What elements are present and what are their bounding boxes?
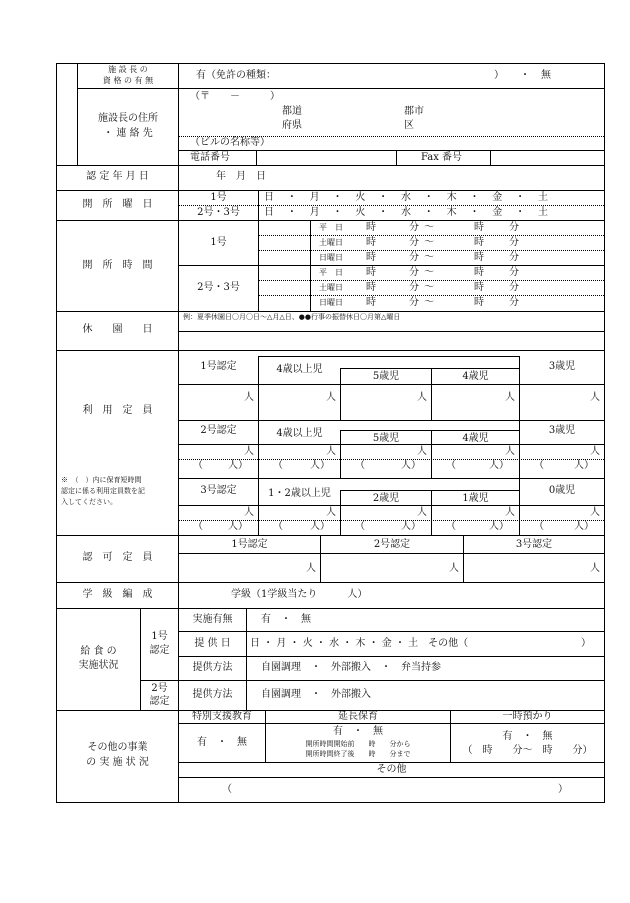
open-day-0-8: 木 — [446, 192, 457, 203]
capacity-g3-paren-open-2[interactable]: （ — [355, 521, 365, 532]
capacity-g2-paren-open-2[interactable]: （ — [355, 460, 365, 471]
special-support-label: 特別支援教育 — [192, 711, 252, 722]
meals-cert1-2: 認定 — [149, 645, 170, 656]
fuken-label: 府県 — [282, 120, 302, 131]
capacity-g3-unit-3[interactable]: 人 — [505, 507, 515, 518]
capacity-g3-paren-close-1[interactable]: 人） — [310, 521, 330, 532]
open-day-0-2: 月 — [309, 192, 320, 203]
capacity-g2-paren-close-4[interactable]: 人） — [574, 460, 594, 471]
extended-care-label: 延長保育 — [338, 711, 378, 722]
capacity-g3-unit-2[interactable]: 人 — [417, 507, 427, 518]
other-programs-open[interactable]: （ — [222, 784, 232, 795]
approved-unit-2[interactable]: 人 — [449, 563, 459, 574]
hours-fun-start-3[interactable]: 分 — [409, 267, 419, 278]
building-name[interactable]: （ビルの名称等） — [190, 137, 270, 148]
cert-date-value[interactable]: 年 月 日 — [216, 171, 266, 182]
capacity-g3-unit-0[interactable]: 人 — [244, 507, 254, 518]
hours-daytype-5: 日曜日 — [319, 298, 343, 307]
extended-care-after[interactable]: 開所時間終了後 時 分まで — [305, 750, 411, 758]
capacity-g1-col-1: 5歳児 — [372, 371, 400, 382]
postal-code[interactable]: （〒 － ） — [190, 91, 280, 102]
class-value[interactable]: 学級（1学級当たり 人） — [231, 589, 368, 600]
approved-label: 認 可 定 員 — [82, 552, 153, 563]
open-day-1-9: ・ — [469, 207, 480, 218]
open-day-1-6: 水 — [400, 207, 411, 218]
capacity-g2-paren-open-4[interactable]: （ — [534, 460, 544, 471]
extended-care-before[interactable]: 開所時間開始前 時 分から — [305, 740, 411, 748]
meals-impl-label: 実施有無 — [192, 614, 233, 625]
open-day-1-0: 日 — [264, 207, 274, 218]
hours-fun-end-3[interactable]: 分 — [509, 267, 519, 278]
capacity-g1-unit-1[interactable]: 人 — [326, 392, 336, 403]
meals-label-1: 給 食 の — [80, 646, 117, 657]
capacity-g1-col-2: 4歳児 — [462, 371, 489, 382]
open-day-0-6: 水 — [400, 192, 411, 203]
hours-tilde-5: ～ — [424, 297, 434, 308]
holiday-label: 休 園 日 — [82, 324, 153, 335]
open-day-1-3: ・ — [332, 207, 343, 218]
meals-provide-close: ） — [581, 638, 591, 649]
capacity-note-2: 認定に係る利用定員数を記 — [61, 487, 145, 495]
hours-daytype-4: 土曜日 — [319, 283, 343, 292]
open-days-cat-1: 1号 — [210, 192, 227, 203]
hours-tilde-1: ～ — [424, 237, 434, 248]
capacity-g3-paren-close-0[interactable]: 人） — [228, 521, 248, 532]
phone-label: 電話番号 — [190, 152, 230, 163]
holiday-example[interactable]: 例：夏季休園日〇月〇日～△月△日、●●行事の振替休日〇月第△曜日 — [183, 313, 401, 321]
approved-col-1: 1号認定 — [231, 539, 268, 550]
meals-impl-value[interactable]: 有 ・ 無 — [261, 614, 311, 625]
open-day-0-3: ・ — [332, 192, 343, 203]
capacity-g3-col-1: 2歳児 — [372, 493, 400, 504]
open-days-row-1[interactable] — [264, 192, 548, 204]
hours-fun-end-0[interactable]: 分 — [509, 222, 519, 233]
capacity-g2-col-1: 5歳児 — [372, 433, 400, 444]
hours-ji-start-0[interactable]: 時 — [366, 222, 376, 233]
open-days-cat-2: 2号・3号 — [197, 207, 240, 218]
open-days-label: 開 所 曜 日 — [82, 199, 153, 210]
capacity-g2-paren-close-2[interactable]: 人） — [401, 460, 421, 471]
hours-tilde-0: ～ — [424, 222, 434, 233]
capacity-g2-paren-close-0[interactable]: 人） — [228, 460, 248, 471]
capacity-g3-paren-open-4[interactable]: （ — [534, 521, 544, 532]
open-day-1-10: 金 — [492, 207, 503, 218]
capacity-g3-cert: 3号認定 — [200, 485, 237, 496]
gunshi-label: 郡市 — [404, 106, 424, 117]
capacity-g2-col-2: 4歳児 — [462, 433, 489, 444]
meals-cert2-2: 認定 — [149, 696, 170, 707]
capacity-g1-unit-2[interactable]: 人 — [417, 392, 427, 403]
hours-tilde-3: ～ — [424, 267, 434, 278]
capacity-g2-paren-open-3[interactable]: （ — [446, 460, 456, 471]
hours-ji-start-2[interactable]: 時 — [366, 252, 376, 263]
capacity-g2-paren-close-3[interactable]: 人） — [489, 460, 509, 471]
capacity-g2-paren-open-1[interactable]: （ — [273, 460, 283, 471]
hours-fun-start-2[interactable]: 分 — [409, 252, 419, 263]
address-label-1: 施設長の住所 — [98, 113, 158, 124]
temp-care-value[interactable]: 有 ・ 無 — [502, 731, 553, 742]
open-hours-group-2: 2号・3号 — [197, 282, 240, 293]
capacity-note-1: ※ （ ）内に保育短時間 — [61, 476, 142, 484]
open-day-1-7: ・ — [423, 207, 434, 218]
open-day-1-5: ・ — [378, 207, 389, 218]
capacity-g1-col-3: 3歳児 — [548, 361, 576, 372]
hours-ji-end-2[interactable]: 時 — [474, 252, 484, 263]
hours-ji-end-4[interactable]: 時 — [474, 282, 484, 293]
open-day-1-11: ・ — [515, 207, 526, 218]
open-day-0-0: 日 — [264, 192, 274, 203]
hours-fun-start-1[interactable]: 分 — [409, 237, 419, 248]
other-label-1: その他の事業 — [87, 742, 148, 753]
approved-col-3: 3号認定 — [515, 539, 553, 550]
capacity-g2-unit-0[interactable]: 人 — [244, 446, 254, 457]
capacity-label: 利 用 定 員 — [82, 405, 153, 416]
capacity-g1-unit-3[interactable]: 人 — [505, 392, 515, 403]
hours-daytype-1: 土曜日 — [319, 238, 343, 247]
hours-fun-start-5[interactable]: 分 — [409, 297, 419, 308]
capacity-g2-paren-close-1[interactable]: 人） — [310, 460, 330, 471]
extended-care-value[interactable]: 有 ・ 無 — [333, 726, 383, 737]
temp-care-time[interactable]: （ 時 分～ 時 分） — [462, 745, 593, 756]
capacity-g3-paren-open-1[interactable]: （ — [273, 521, 283, 532]
capacity-g2-unit-4[interactable]: 人 — [590, 446, 600, 457]
hours-ji-start-3[interactable]: 時 — [366, 267, 376, 278]
open-day-0-12: 土 — [537, 192, 548, 203]
head-qual-no[interactable]: 無 — [541, 70, 551, 81]
capacity-g2-unit-3[interactable]: 人 — [505, 446, 515, 457]
hours-tilde-2: ～ — [424, 252, 434, 263]
capacity-g3-paren-close-4[interactable]: 人） — [574, 521, 594, 532]
hours-ji-start-4[interactable]: 時 — [366, 282, 376, 293]
open-day-1-1: ・ — [286, 207, 297, 218]
hours-ji-end-5[interactable]: 時 — [474, 297, 484, 308]
open-day-1-8: 木 — [446, 207, 457, 218]
meals-method-value[interactable]: 自園調理 ・ 外部搬入 ・ 弁当持参 — [261, 662, 441, 673]
hours-tilde-4: ～ — [424, 282, 434, 293]
head-qual-value[interactable]: 有（免許の種類： — [196, 70, 276, 81]
open-day-0-11: ・ — [515, 192, 526, 203]
open-day-0-9: ・ — [469, 192, 480, 203]
capacity-g2-paren-open-0[interactable]: （ — [193, 460, 203, 471]
cert-date-label: 認 定 年 月 日 — [86, 171, 149, 182]
capacity-g3-paren-close-2[interactable]: 人） — [401, 521, 421, 532]
meals-method2-value[interactable]: 自園調理 ・ 外部搬入 — [261, 689, 371, 700]
open-hours-group-1: 1号 — [210, 237, 227, 248]
open-day-0-10: 金 — [492, 192, 503, 203]
other-programs-close: ） — [558, 784, 568, 795]
open-days-row-2[interactable] — [264, 207, 548, 219]
open-day-0-4: 火 — [355, 192, 366, 203]
open-day-1-12: 土 — [537, 207, 548, 218]
head-qual-label-1: 施 設 長 の — [108, 65, 148, 74]
hours-fun-start-4[interactable]: 分 — [409, 282, 419, 293]
capacity-g3-paren-close-3[interactable]: 人） — [489, 521, 509, 532]
meals-method2-label: 提供方法 — [192, 689, 233, 700]
hours-ji-end-1[interactable]: 時 — [474, 237, 484, 248]
capacity-g3-paren-open-3[interactable]: （ — [446, 521, 456, 532]
head-qual-label-2: 資 格 の 有 無 — [102, 76, 154, 85]
fax-label: Fax 番号 — [421, 152, 463, 163]
hours-daytype-0: 平 日 — [319, 223, 343, 232]
head-qual-close: ） — [494, 70, 504, 81]
capacity-g1-unit-4[interactable]: 人 — [590, 392, 600, 403]
capacity-g2-col-0: 4歳以上児 — [276, 428, 323, 439]
capacity-g1-unit-0[interactable]: 人 — [244, 392, 254, 403]
hours-ji-start-1[interactable]: 時 — [366, 237, 376, 248]
class-label: 学 級 編 成 — [82, 589, 153, 600]
head-qual-dot: ・ — [520, 70, 530, 81]
capacity-g3-col-2: 1歳児 — [462, 493, 489, 504]
other-label-2: の 実 施 状 況 — [86, 757, 149, 768]
capacity-g2-col-3: 3歳児 — [548, 425, 576, 436]
meals-cert2-1: 2号 — [151, 683, 168, 694]
hours-ji-end-0[interactable]: 時 — [474, 222, 484, 233]
address-label-2: ・ 連 絡 先 — [103, 128, 153, 139]
capacity-g3-col-3: 0歳児 — [548, 485, 576, 496]
approved-unit-1[interactable]: 人 — [306, 563, 316, 574]
open-day-0-5: ・ — [378, 192, 389, 203]
hours-fun-end-1[interactable]: 分 — [509, 237, 519, 248]
approved-col-2: 2号認定 — [373, 539, 411, 550]
hours-fun-start-0[interactable]: 分 — [409, 222, 419, 233]
capacity-g3-col-0: 1・2歳以上児 — [268, 488, 331, 499]
meals-method-label: 提供方法 — [192, 662, 233, 673]
open-hours-label: 開 所 時 間 — [82, 260, 153, 271]
capacity-g3-unit-1[interactable]: 人 — [326, 507, 336, 518]
hours-ji-start-5[interactable]: 時 — [366, 297, 376, 308]
other-programs-label: その他 — [376, 764, 407, 775]
capacity-g2-cert: 2号認定 — [200, 425, 237, 436]
meals-label-2: 実施状況 — [78, 660, 119, 671]
capacity-g1-cert: 1号認定 — [200, 361, 237, 372]
temp-care-label: 一時預かり — [502, 711, 553, 722]
capacity-g3-paren-open-0[interactable]: （ — [193, 521, 203, 532]
hours-fun-end-5[interactable]: 分 — [509, 297, 519, 308]
open-day-1-4: 火 — [355, 207, 366, 218]
ku-label: 区 — [404, 120, 414, 131]
capacity-g1-col-0: 4歳以上児 — [276, 364, 323, 375]
open-day-0-7: ・ — [423, 192, 434, 203]
hours-daytype-2: 日曜日 — [319, 253, 343, 262]
capacity-note-3: 入してください。 — [61, 498, 117, 506]
hours-ji-end-3[interactable]: 時 — [474, 267, 484, 278]
hours-daytype-3: 平 日 — [319, 268, 343, 277]
open-day-0-1: ・ — [286, 192, 297, 203]
hours-fun-end-4[interactable]: 分 — [509, 282, 519, 293]
open-day-1-2: 月 — [309, 207, 320, 218]
hours-fun-end-2[interactable]: 分 — [509, 252, 519, 263]
meals-provide-value[interactable]: 日 ・ 月 ・ 火 ・ 水 ・ 木 ・ 金 ・ 土 その他（ — [250, 638, 469, 649]
capacity-g2-unit-2[interactable]: 人 — [417, 446, 427, 457]
capacity-g2-unit-1[interactable]: 人 — [326, 446, 336, 457]
meals-cert1-1: 1号 — [151, 631, 168, 642]
meals-provide-label: 提 供 日 — [194, 638, 231, 649]
special-support-value[interactable]: 有 ・ 無 — [197, 737, 247, 748]
todo-label: 都道 — [282, 106, 302, 117]
approved-unit-3[interactable]: 人 — [590, 563, 600, 574]
capacity-g3-unit-4[interactable]: 人 — [590, 507, 600, 518]
